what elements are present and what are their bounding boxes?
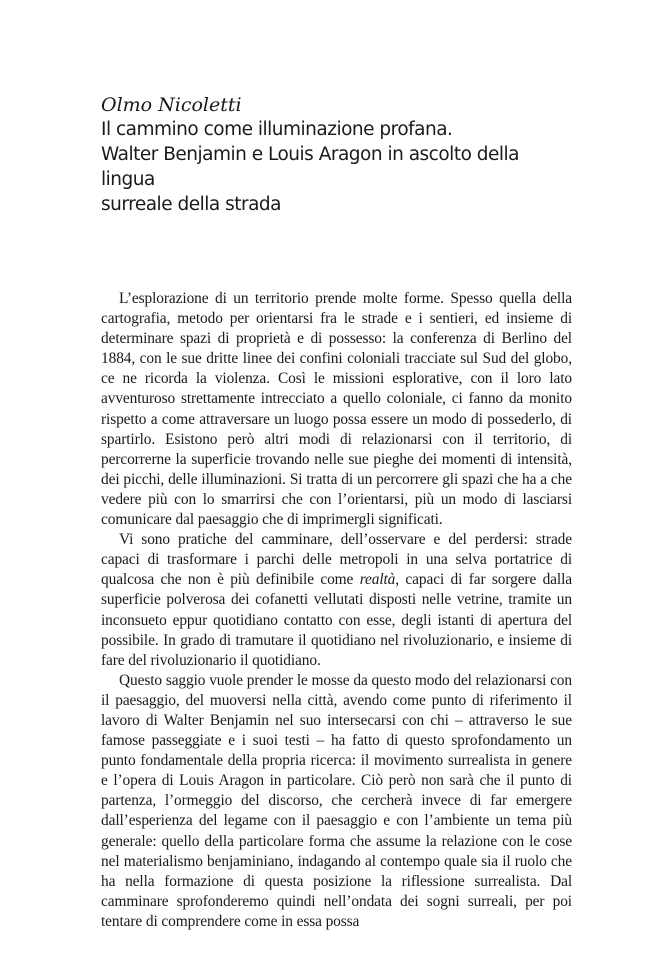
chapter-title-line-3: surreale della strada [101, 194, 282, 215]
paragraph-2 [101, 530, 572, 671]
paragraph-3: Questo saggio vuole prender le mosse da questo modo del relazionarsi con il paesaggio, del muoversi nella città, avendo come punto di riferimento il lavoro di Walter Benjamin nel suo intersecarsi con chi – attraverso le sue famose passeggiate e i suoi testi – ha fatto di questo sprofondamento un punto fondamentale della propria ricerca: il movimento surrealista in genere e l’opera di Louis Aragon in particolare. Ciò però non sarà che il punto di partenza, l’ormeggio del discorso, che cercherà invece di far emergere dall’esperienza del legame con il paesaggio e con l’ambiente un tema più generale: quello della particolare forma che assume la relazione con le cose nel materialismo benjaminiano, indagando al contempo quale sia il ruolo che ha nella formazione di questa posizione la riflessione surrealista. Dal camminare sprofonderemo quindi nell’ondata dei sogni surreali, per poi tentare di comprendere come in essa possa [101, 671, 572, 930]
body-text [101, 289, 572, 932]
chapter-header [101, 93, 572, 217]
paragraph-2-text-b: , capaci di far sorgere dalla superficie polverosa dei cofanetti vellutati disposti nelle vetrine, tramite un inconsueto eppur quotidiano contatto con esse, degli istanti di apertura del possibile. In grado di tramutare il quotidiano nel rivoluzionario, e insieme di fare del rivoluzionario il quotidiano. [101, 571, 572, 669]
paragraph-2-emphasis: realtà [359, 571, 396, 589]
author-name: Olmo Nicoletti [101, 94, 242, 116]
paragraph-1: L’esplorazione di un territorio prende molte forme. Spesso quella della cartografia, metodo per orientarsi fra le strade e i sentieri, ed insieme di determinare spazi di proprietà e di possesso: la conferenza di Berlino del 1884, con le sue dritte linee dei confini coloniali tracciate sul Sud del globo, ce ne ricorda la violenza. Così le missioni esplorative, con il loro lato avventuroso strettamente intrecciato a quello coloniale, ci fanno da monito rispetto a come attraversare un luogo possa essere un modo di possederlo, di spartirlo. Esistono però altri modi di relazionarsi con il territorio, di percorrerne la superficie trovando nelle sue pieghe dei momenti di intensità, dei picchi, delle illuminazioni. Si tratta di un percorrere gli spazi che ha a che vedere più con lo smarrirsi che con l’orientarsi, più un modo di lasciarsi comunicare dal paesaggio che di imprimergli significati. [101, 290, 572, 529]
chapter-title [101, 117, 572, 217]
paragraph-2-text-a: Vi sono pratiche del camminare, dell’osservare e del perdersi: strade capaci di trasformare i parchi delle metropoli in una selva portatrice di qualcosa che non è più definibile come [101, 531, 572, 589]
chapter-title-line-2: Walter Benjamin e Louis Aragon in ascolto della lingua [101, 144, 520, 190]
chapter-title-line-1: Il cammino come illuminazione profana. [101, 119, 453, 140]
